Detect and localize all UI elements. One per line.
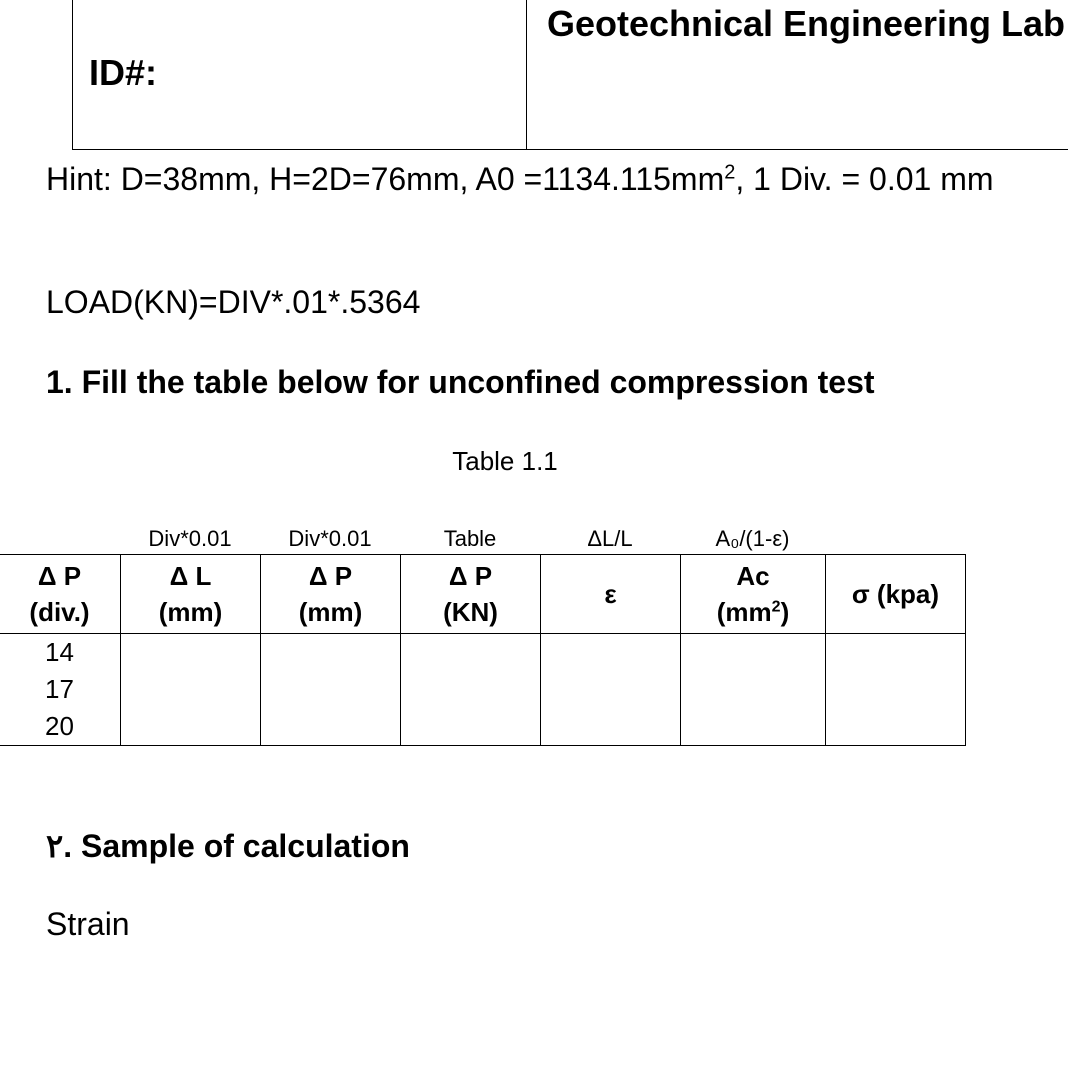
cell-delta-p-mm [261, 671, 401, 708]
hint-part1: Hint: D=38mm, H=2D=76mm, A0 =1134.115mm [46, 161, 725, 197]
header-area: Ac $(mm^2)$ [681, 555, 826, 634]
header-delta-l: Δ L (mm) [121, 555, 261, 634]
cell-delta-p-kn [401, 708, 541, 746]
cell-strain [541, 634, 681, 672]
cell-area [681, 634, 826, 672]
header-delta-p-kn: Δ P (KN) [401, 555, 541, 634]
cell-stress [826, 634, 966, 672]
cell-delta-l [121, 671, 261, 708]
header-stress: σ (kpa) [826, 555, 966, 634]
formula-area: A₀/(1-ε) [715, 526, 790, 551]
lab-title: Geotechnical Engineering Lab [546, 3, 1066, 44]
header-strain: ε [541, 555, 681, 634]
cell-stress [826, 671, 966, 708]
load-formula: LOAD(KN)=DIV*.01*.5364 [46, 284, 421, 320]
cell-delta-p-mm [261, 708, 401, 746]
data-table [0, 554, 966, 746]
cell-delta-p-kn [401, 671, 541, 708]
cell-area [681, 671, 826, 708]
table-header-row [0, 555, 966, 634]
formula-delta-p-mm: Div*0.01 [288, 526, 372, 551]
formula-delta-l: Div*0.01 [148, 526, 232, 551]
cell-delta-l [121, 708, 261, 746]
table-caption: Table 1.1 [452, 446, 558, 476]
cell-delta-p-div: 17 [0, 671, 121, 708]
id-label: ID#: [89, 52, 158, 93]
header-delta-p-mm: Δ P (mm) [261, 555, 401, 634]
formula-strain: ΔL/L [587, 526, 633, 551]
table-row [0, 708, 966, 746]
table-row [0, 671, 966, 708]
cell-delta-p-kn [401, 634, 541, 672]
strain-label: Strain [46, 906, 130, 942]
question-1: 1. Fill the table below for unconfined compression test [46, 364, 875, 400]
cell-strain [541, 671, 681, 708]
table-row [0, 634, 966, 672]
hint-text [46, 153, 1006, 205]
cell-delta-p-div: 20 [0, 708, 121, 746]
cell-area [681, 708, 826, 746]
cell-delta-p-mm [261, 634, 401, 672]
hint-part2: , 1 Div. = 0.01 mm [735, 161, 994, 197]
formula-delta-p-kn: Table [443, 526, 497, 551]
cell-delta-p-div: 14 [0, 634, 121, 672]
hint-superscript: 2 [724, 161, 736, 184]
cell-delta-l [121, 634, 261, 672]
header-divider [526, 0, 527, 150]
cell-strain [541, 708, 681, 746]
cell-stress [826, 708, 966, 746]
question-2: ٢. Sample of calculation [46, 828, 410, 864]
header-delta-p-div: Δ P (div.) [0, 555, 121, 634]
